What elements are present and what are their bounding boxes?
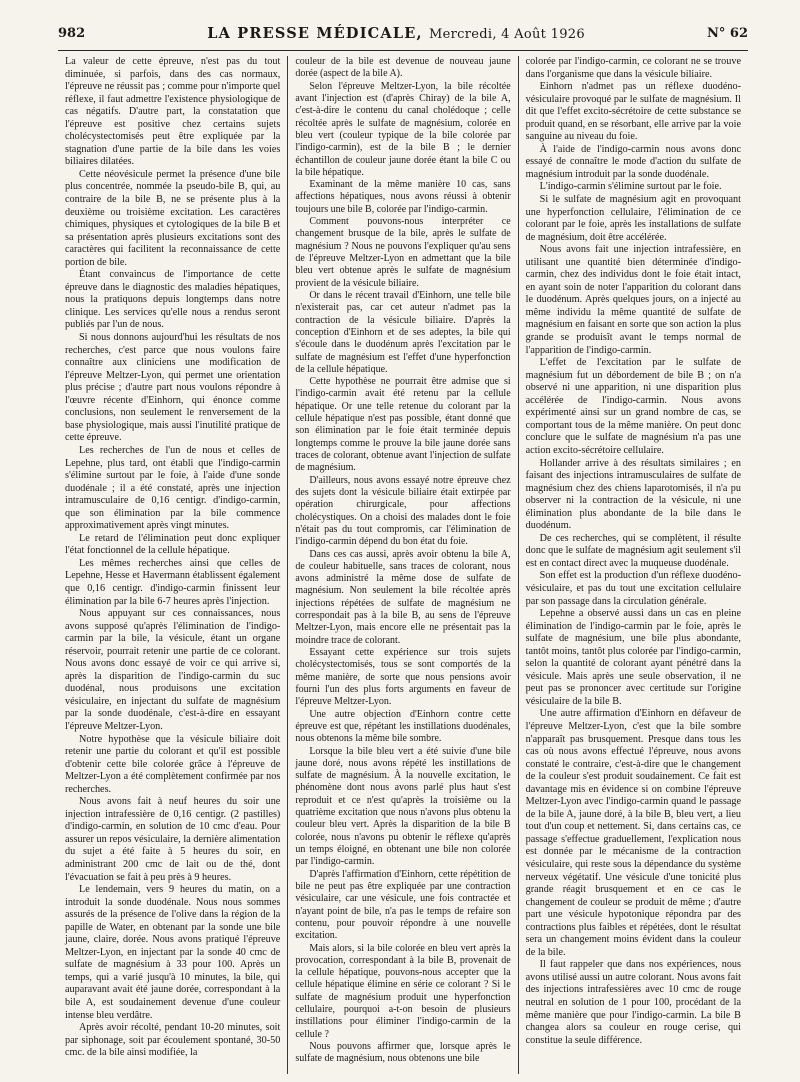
paragraph: Après avoir récolté, pendant 10-20 minutes, soit par siphonage, soit par écoulement spontané, 30-50 cmc. de la bile ainsi modifiée, la xyxy=(65,1022,281,1059)
paragraph: couleur de la bile est devenue de nouveau jaune dorée (aspect de la bile A). xyxy=(295,56,511,80)
paragraph: Hollander arrive à des résultats similaires ; en faisant des injections intramusculaires de sulfate de magnésium chez des chiens laparotomisés, il n'a pu observer ni la contraction de la vésicule, ni une élimination plus abondante de la bile dans le duodénum. xyxy=(525,457,741,532)
paragraph: Examinant de la même manière 10 cas, sans affections hépatiques, nous avons réussi à obtenir toujours une bile B, colorée par l'indigo-carmin. xyxy=(295,179,511,215)
paragraph: Selon l'épreuve Meltzer-Lyon, la bile récoltée avant l'injection est (d'après Chiray) de la bile A, c'est-à-dire le contenu du canal cholédoque ; celle récoltée après le sulfate de magnésium, colorée en bleu vert (couleur typique de la bile colorée par l'indigo-carmin), est de la bile B ; le dernier échantillon de couleur jaune dorée étant la bile C ou la bile hépatique. xyxy=(295,80,511,178)
paragraph: Lorsque la bile bleu vert a été suivie d'une bile jaune doré, nous avons répété les instillations de sulfate de magnésium. À la nouvelle excitation, le phénomène dont nous avons parlé plus haut s'est reproduit et ce n'est qu'après la troisième ou la quatrième excitation que nous n'avons plus obtenu la couleur bleu vert. Après la disparition de la bile B colorée, nous n'avons pu obtenir le réflexe qu'après un temps éloigné, en obtenant une bile non colorée par l'indigo-carmin. xyxy=(295,745,511,868)
paragraph: Il faut rappeler que dans nos expériences, nous avons utilisé aussi un autre colorant. Nous avons fait des injections intrafessières avec 10 cmc de rouge neutral en solution de 1 pour 100, procédant de la même manière que pour l'indigo-carmin. La bile B changea alors sa couleur en rouge cerise, qui constitue la seule différence. xyxy=(525,959,741,1046)
paragraph: Une autre objection d'Einhorn contre cette épreuve est que, répétant les instillations duodénales, nous obtenons la même bile sombre. xyxy=(295,708,511,745)
paragraph: L'indigo-carmin s'élimine surtout par le foie. xyxy=(539,181,722,193)
paragraph: Nous appuyant sur ces connaissances, nous avons supposé qu'après l'élimination de l'indigo-carmin par la bile, la vésicule, étant un organe réservoir, pourrait retenir une partie de ce colorant. Nous avons donc essayé de voir ce qui arrive si, après la disparition de l'indigo-carmin du suc duodénal, nous produisons une excitation vésiculaire, en injectant du sulfate de magnésium par la sonde duodénale, c'est-à-dire en essayant l'épreuve Meltzer-Lyon. xyxy=(65,608,281,732)
paragraph: Étant convaincus de l'importance de cette épreuve dans le diagnostic des maladies hépatiques, nous la pratiquons depuis longtemps dans notre clinique. Les services qu'elle nous a rendus seront publiés par l'un de nous. xyxy=(65,269,281,331)
paragraph: D'ailleurs, nous avons essayé notre épreuve chez des sujets dont la vésicule biliaire était extirpée par opération chirurgicale, pour affections cholécystiques. On a choisi des malades dont le foie n'était pas du tout compromis, car l'élimination de l'indigo-carmin dépend du bon état du foie. xyxy=(295,474,511,548)
paragraph: D'après l'affirmation d'Einhorn, cette répétition de bile ne peut pas être expliquée par une contraction vésiculaire, car une vésicule, une fois contractée et n'ayant point de bile, n'a pas le temps de refaire son contenu, pour pouvoir répondre à une nouvelle excitation. xyxy=(295,868,511,942)
paragraph: Nous avons fait à neuf heures du soir une injection intrafessière de 0,16 centigr. (2 pastilles) d'indigo-carmin, en solution de 10 cmc d'eau. Pour assurer un repos vésiculaire, la dernière alimentation du sujet a été faite à 5 heures du soir, en administrant 200 cmc de lait ou de thé, dont l'évacuation se fait à peu près à 9 heures. xyxy=(65,796,281,883)
page-number: 982 xyxy=(58,25,86,41)
text-column-3 xyxy=(518,56,748,1074)
issue-date: Mercredi, 4 Août 1926 xyxy=(429,26,585,42)
paragraph: Comment pouvons-nous interpréter ce changement brusque de la bile, après le sulfate de magnésium ? Nous ne pouvons l'expliquer qu'au sens de l'épreuve Meltzer-Lyon en admettant que la bile bleu vert obtenue après le sulfate de magnésium provient de la vésicule biliaire. xyxy=(295,216,511,289)
paragraph: Son effet est la production d'un réflexe duodéno-vésiculaire, et pas du tout une excitation cellulaire par son passage dans la circulation générale. xyxy=(525,570,741,607)
paragraph: À l'aide de l'indigo-carmin nous avons donc essayé de connaître le mode d'action du sulfate de magnésium introduit par la sonde duodénale. xyxy=(525,143,741,180)
page-header xyxy=(58,16,748,51)
paragraph: Si nous donnons aujourd'hui les résultats de nos recherches, c'est parce que nous voulons faire connaître aux cliniciens une modification de l'épreuve Meltzer-Lyon, qui permet une orientation plus précise ; d'autre part nous voulons répondre à l'œuvre récente d'Einhorn, qui énonce comme conclusions, non seulement le renversement de la base physiologique, mais aussi l'inutilité pratique de cette épreuve. xyxy=(65,332,281,444)
paragraph: Einhorn n'admet pas un réflexe duodéno-vésiculaire provoqué par le sulfate de magnésium. Il dit que l'effet excito-sécrétoire de cette substance se produit quand, en se résorbant, elle arrive par la voie sanguine au niveau du foie. xyxy=(525,81,741,143)
issue-number: N° 62 xyxy=(706,25,748,41)
text-column-1 xyxy=(58,56,287,1074)
paragraph: Or dans le récent travail d'Einhorn, une telle bile n'existerait pas, car cet auteur n'admet pas la contraction de la vésicule biliaire. D'après la conception d'Einhorn et de ses adeptes, la bile qui s'écoule dans le duodénum après l'excitation par le sulfate de magnésium est l'effet d'une hyperfonction de la cellule hépatique. xyxy=(295,289,511,375)
paragraph: Notre hypothèse que la vésicule biliaire doit retenir une partie du colorant et qu'il est possible d'obtenir cette bile colorée grâce à l'épreuve de Meltzer-Lyon a été complètement confirmée par nos recherches. xyxy=(65,733,281,795)
paragraph: Les recherches de l'un de nous et celles de Lepehne, plus tard, ont établi que l'indigo-carmin s'élimine surtout par le foie, à l'aide d'une sonde duodénale ; il a été constaté, après une injection intramusculaire de 0,16 centigr. d'indigo-carmin, que son élimination par la bile commence approximativement après vingt minutes. xyxy=(65,444,281,532)
paragraph: La valeur de cette épreuve, n'est pas du tout diminuée, si parfois, dans des cas normaux, l'épreuve ne réussit pas ; comme pour n'importe quel réflexe, il faut admettre l'existence physiologique de cas négatifs. D'autre part, la constatation que l'épreuve est positive chez certains sujets cholécystectomisés peut être expliquée par la stagnation d'une partie de la bile dans les voies biliaires dilatées. xyxy=(65,56,281,168)
paragraph: Cette néovésicule permet la présence d'une bile plus concentrée, nommée la pseudo-bile B, qui, au contraire de la bile B, ne se présente plus à la deuxième ou troisième excitation. Les caractères chimiques, physiques et cytologiques de la bile B et sa présentation après plusieurs excitations sont des caractères qui facilitent la reconnaissance de cette portion de bile. xyxy=(65,168,281,268)
paragraph: Essayant cette expérience sur trois sujets cholécystectomisés, tous se sont comportés de la même manière, de sorte que nous pensions avoir fourni l'un des plus forts arguments en faveur de l'épreuve Meltzer-Lyon. xyxy=(295,647,511,708)
paragraph: Si le sulfate de magnésium agit en provoquant une hyperfonction cellulaire, l'élimination de ce colorant par le foie, après les installations de sulfate de magnésium, doit être accélérée. xyxy=(525,194,741,243)
paragraph: Nous pouvons affirmer que, lorsque après le sulfate de magnésium, nous obtenons une bile xyxy=(295,1041,511,1065)
paragraph: Le retard de l'élimination peut donc expliquer l'état fonctionnel de la cellule hépatique. xyxy=(65,532,281,557)
paragraph: Nous avons fait une injection intrafessière, en utilisant une quantité bien déterminée d'indigo-carmin, chez des individus dont le foie était intact, en ayant soin de noter l'apparition du colorant dans le duodénum. Après quelques jours, on a injecté au même individu la même quantité de sulfate de magnésium en faisant en sorte que son action la plus grande se produisît avant le temps normal de l'apparition de l'indigo-carmin. xyxy=(525,244,741,356)
paragraph: Le lendemain, vers 9 heures du matin, on a introduit la sonde duodénale. Nous nous sommes assurés de la présence de l'olive dans la région de la papille de Water, en obtenant par la sonde une bile jaune, claire, dorée. Nous avons pratiqué l'épreuve Meltzer-Lyon, en injectant par la sonde 40 cmc de sulfate de magnésium à 33 pour 100. Après un temps, qui a varié jusqu'à 10 minutes, la bile, qui auparavant avait été jaune dorée, correspondant à la bile A, est soudainement devenue d'une couleur intense bleu verdâtre. xyxy=(65,884,281,1021)
paragraph: Mais alors, si la bile colorée en bleu vert après la provocation, correspondant à la bile B, provenait de la cellule hépatique, pouvons-nous accepter que la cellule hépatique élimine en série ce colorant ? Si le sulfate de magnésium produit une hyperfonction cellulaire, pourquoi a-t-on besoin de plusieurs instillations pour éliminer l'indigo-carmin de la cellule ? xyxy=(295,942,511,1040)
paragraph: Lepehne a observé aussi dans un cas en pleine élimination de l'indigo-carmin par le foie, après le sulfate de magnésium, une bile plus abondante, tantôt moins, tantôt plus colorée par l'indigo-carmin, selon la quantité de colorant ayant pénétré dans la vésicule. Mais après une seule observation, il ne peut pas se prononcer avec certitude sur l'origine vésiculaire de la bile B. xyxy=(525,608,741,707)
running-title xyxy=(207,25,585,42)
paragraph: Les mêmes recherches ainsi que celles de Lepehne, Hesse et Havermann établissent également que 0,16 centigr. d'indigo-carmin finissent leur élimination par la bile 6-7 heures après l'injection. xyxy=(65,557,281,607)
paragraph: Une autre affirmation d'Einhorn en défaveur de l'épreuve Meltzer-Lyon, c'est que la bile sombre n'apparaît pas brusquement. Presque dans tous les cas où nous avons effectué l'épreuve, nous avons constaté le contraire, c'est-à-dire que le changement de la couleur s'est produit soudainement. Ce fait est davantage mis en évidence si on combine l'épreuve Meltzer-Lyon avec l'indigo-carmin quand le passage de la bile A, jaune doré, à la bile B, bleu vert, a lieu tout d'un coup et nettement. Si, dans certains cas, ce passage s'effectue graduellement, l'explication nous est donnée par le mécanisme de la contraction vésiculaire, qui reste sous la dépendance du système nerveux végétatif. Une vésicule d'une tonicité plus grande réagit brusquement et en ce cas le changement de couleur se produit de même ; d'autre part une vésicule hypotonique répondra par des contractions plus faibles et répétées, dont le résultat sera un changement moins évident dans la couleur de la bile. xyxy=(525,708,741,958)
article-body xyxy=(58,56,748,1074)
journal-title: LA PRESSE MÉDICALE, xyxy=(207,24,423,42)
text-column-2 xyxy=(287,56,517,1074)
paragraph: Dans ces cas aussi, après avoir obtenu la bile A, de couleur habituelle, sans traces de colorant, nous avons administré la même dose de sulfate de magnésium. Non seulement la bile récoltée après injections répétées de sulfate de magnésium ne correspondait pas à la bile B, au sens de l'épreuve Meltzer-Lyon, mais encore elle ne présentait pas la moindre trace de colorant. xyxy=(295,548,511,646)
paragraph: Cette hypothèse ne pourrait être admise que si l'indigo-carmin avait été retenu par la cellule hépatique. Or une telle retenue du colorant par la cellule hépatique n'est pas possible, étant donné que son élimination par le foie était terminée depuis longtemps comme le prouve la bile jaune dorée sans traces de colorant, obtenue avant l'injection de sulfate de magnésium. xyxy=(295,376,511,474)
paragraph: L'effet de l'excitation par le sulfate de magnésium fut un débordement de bile B ; on n'a observé ni une apparition, ni une disparition plus accélérée de l'indigo-carmin. Nous avons expérimenté ainsi sur un grand nombre de cas, se comportant tous de la même manière. On peut donc conclure que le sulfate de magnésium n'a pas une action excito-sécrétoire cellulaire. xyxy=(525,357,741,456)
paragraph: colorée par l'indigo-carmin, ce colorant ne se trouve dans l'organisme que dans la vésicule biliaire. xyxy=(525,56,741,80)
paragraph: De ces recherches, qui se complètent, il résulte donc que le sulfate de magnésium agit seulement s'il est en contact direct avec la muqueuse duodénale. xyxy=(525,532,741,569)
